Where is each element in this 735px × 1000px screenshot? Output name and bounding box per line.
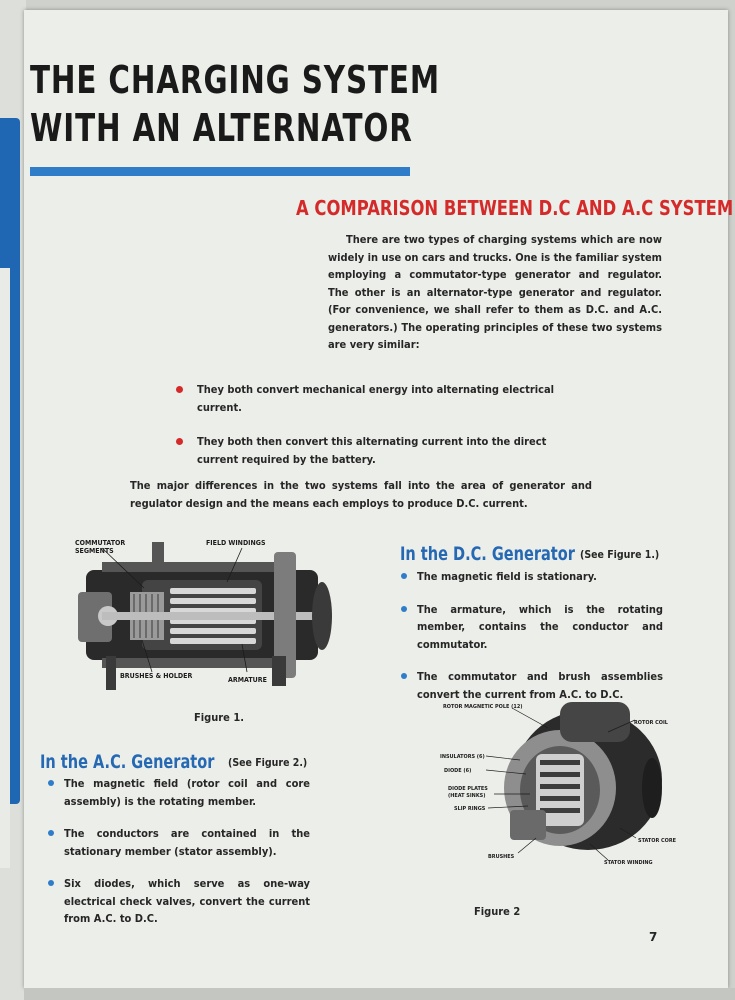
list-item: The armature, which is the rotating member, contains the conductor and commutator.: [401, 601, 663, 654]
label-stator-winding: STATOR WINDING: [604, 860, 653, 866]
dc-figure-reference: (See Figure 1.): [580, 549, 660, 561]
page-title: [30, 56, 440, 152]
label-stator-core: STATOR CORE: [638, 838, 677, 844]
blue-bullet-icon: [401, 573, 407, 579]
page-number: 7: [649, 930, 658, 944]
dc-generator-list: [401, 568, 663, 718]
blue-bullet-icon: [48, 780, 54, 786]
list-item: They both then convert this alternating current into the direct current required by the battery.: [176, 433, 556, 468]
ac-generator-heading: In the A.C. Generator (See Figure 2.): [40, 751, 308, 773]
figure-2-ac-generator: [440, 698, 690, 868]
label-heat-sinks: (HEAT SINKS): [448, 793, 486, 799]
label-rotor-pole: ROTOR MAGNETIC POLE (12): [443, 704, 523, 710]
label-brushes: BRUSHES: [488, 854, 515, 860]
blue-bullet-icon: [48, 880, 54, 886]
figure-1-caption: Figure 1.: [194, 711, 244, 724]
figure-1-dc-generator: [72, 532, 344, 692]
label-diode: DIODE (6): [444, 768, 472, 774]
page-bottom-edge: [24, 988, 735, 1000]
label-commutator: COMMUTATOR: [75, 539, 126, 547]
title-line-1: THE CHARGING SYSTEM: [30, 58, 440, 102]
figure-2-caption: Figure 2: [474, 905, 521, 918]
label-armature: ARMATURE: [228, 676, 267, 684]
list-item: The magnetic field (rotor coil and core assembly) is the rotating member.: [48, 775, 310, 810]
label-segments: SEGMENTS: [75, 547, 114, 555]
left-page-blue-stripe: [0, 118, 20, 804]
label-field-windings: FIELD WINDINGS: [206, 539, 266, 547]
red-bullet-icon: [176, 438, 183, 445]
label-diode-plates: DIODE PLATES: [448, 786, 488, 792]
list-item: The conductors are contained in the stationary member (stator assembly).: [48, 825, 310, 860]
label-rotor-coil: ROTOR COIL: [634, 720, 668, 726]
section-subtitle: A COMPARISON BETWEEN D.C AND A.C SYSTEM: [296, 196, 734, 220]
label-insulators: INSULATORS (6): [440, 754, 485, 760]
major-differences-paragraph: The major differences in the two systems fall into the area of generator and regulator design and the means each employs to produce D.C. current.: [130, 479, 592, 510]
blue-bullet-icon: [401, 606, 407, 612]
title-rule: [30, 167, 410, 176]
title-line-2: WITH AN ALTERNATOR: [30, 106, 413, 150]
dc-generator-heading: In the D.C. Generator (See Figure 1.): [400, 543, 660, 565]
list-item: They both convert mechanical energy into alternating electrical current.: [176, 381, 556, 416]
label-brushes-holder: BRUSHES & HOLDER: [120, 672, 193, 680]
list-item: The magnetic field is stationary.: [401, 568, 663, 586]
label-slip-rings: SLIP RINGS: [454, 806, 486, 812]
ac-generator-list: [48, 775, 310, 943]
blue-bullet-icon: [48, 830, 54, 836]
list-item: The commutator and brush assemblies convert the current from A.C. to D.C.: [401, 668, 663, 703]
intro-paragraph: There are two types of charging systems which are now widely in use on cars and trucks. One is the familiar system employing a commutator-type generator and regulator. The other is an alternator-type generator and regulator. (For convenience, we shall refer to them as D.C. and A.C. generators.) The operating principles of these two systems are very similar:: [328, 233, 662, 351]
red-bullet-icon: [176, 386, 183, 393]
blue-bullet-icon: [401, 673, 407, 679]
ac-figure-reference: (See Figure 2.): [228, 757, 308, 769]
list-item: Six diodes, which serve as one-way electrical check valves, convert the current from A.C. to D.C.: [48, 875, 310, 928]
similarities-list: [176, 381, 556, 485]
